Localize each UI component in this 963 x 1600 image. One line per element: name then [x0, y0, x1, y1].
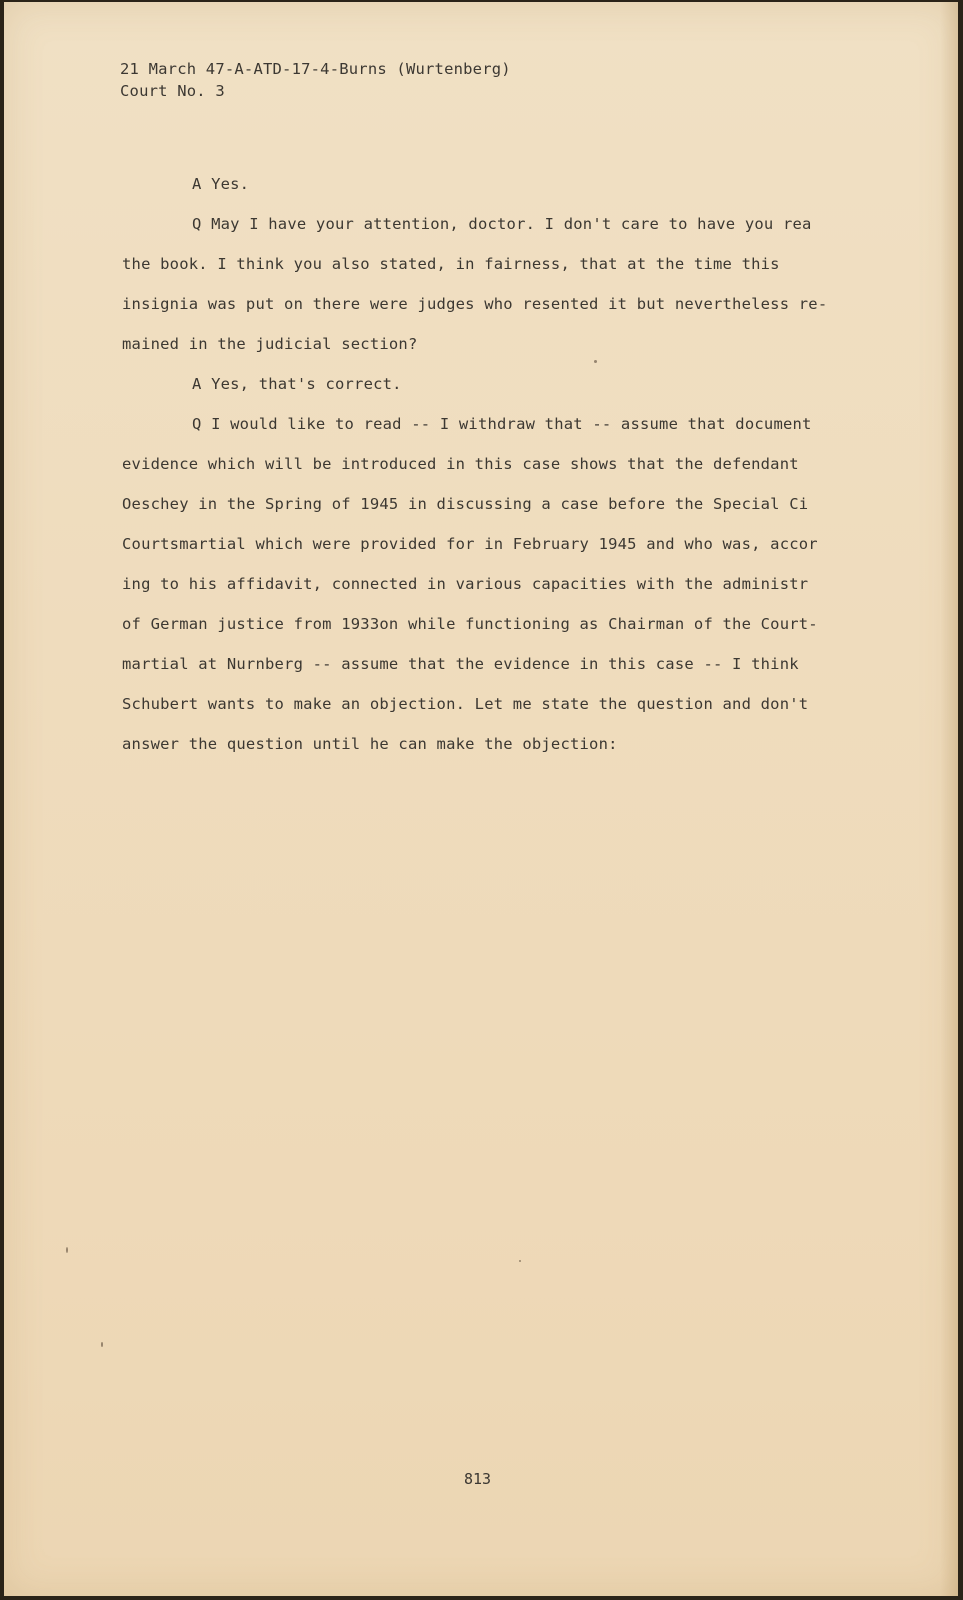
transcript-body: [122, 164, 882, 764]
transcript-line: ing to his affidavit, connected in various capacities with the administr: [122, 575, 809, 593]
transcript-line: A Yes, that's correct.: [192, 375, 402, 393]
transcript-line: A Yes.: [192, 175, 250, 193]
paper-speck: [101, 1342, 103, 1347]
transcript-line: evidence which will be introduced in this case shows that the defendant: [122, 455, 799, 473]
transcript-line: answer the question until he can make the objection:: [122, 735, 618, 753]
paper-speck: [66, 1247, 68, 1253]
header-court-line: Court No. 3: [120, 82, 225, 100]
transcript-line: Courtsmartial which were provided for in February 1945 and who was, accor: [122, 535, 818, 553]
transcript-line: martial at Nurnberg -- assume that the evidence in this case -- I think: [122, 655, 799, 673]
document-page: [4, 2, 958, 1596]
paper-speck: [594, 360, 597, 363]
transcript-line: insignia was put on there were judges who resented it but nevertheless re-: [122, 295, 828, 313]
document-header: [120, 58, 511, 102]
paper-speck: [519, 1260, 521, 1262]
transcript-line: Oeschey in the Spring of 1945 in discussing a case before the Special Ci: [122, 495, 809, 513]
page-edge-shading: [940, 2, 958, 1596]
transcript-line: of German justice from 1933on while functioning as Chairman of the Court-: [122, 615, 818, 633]
transcript-line: the book. I think you also stated, in fairness, that at the time this: [122, 255, 780, 273]
transcript-line: Schubert wants to make an objection. Let me state the question and don't: [122, 695, 809, 713]
page-number: 813: [464, 1470, 492, 1488]
transcript-line: mained in the judicial section?: [122, 335, 418, 353]
transcript-line: Q May I have your attention, doctor. I don't care to have you rea: [192, 215, 812, 233]
transcript-line: Q I would like to read -- I withdraw that -- assume that document: [192, 415, 812, 433]
header-case-line: 21 March 47-A-ATD-17-4-Burns (Wurtenberg): [120, 60, 511, 78]
